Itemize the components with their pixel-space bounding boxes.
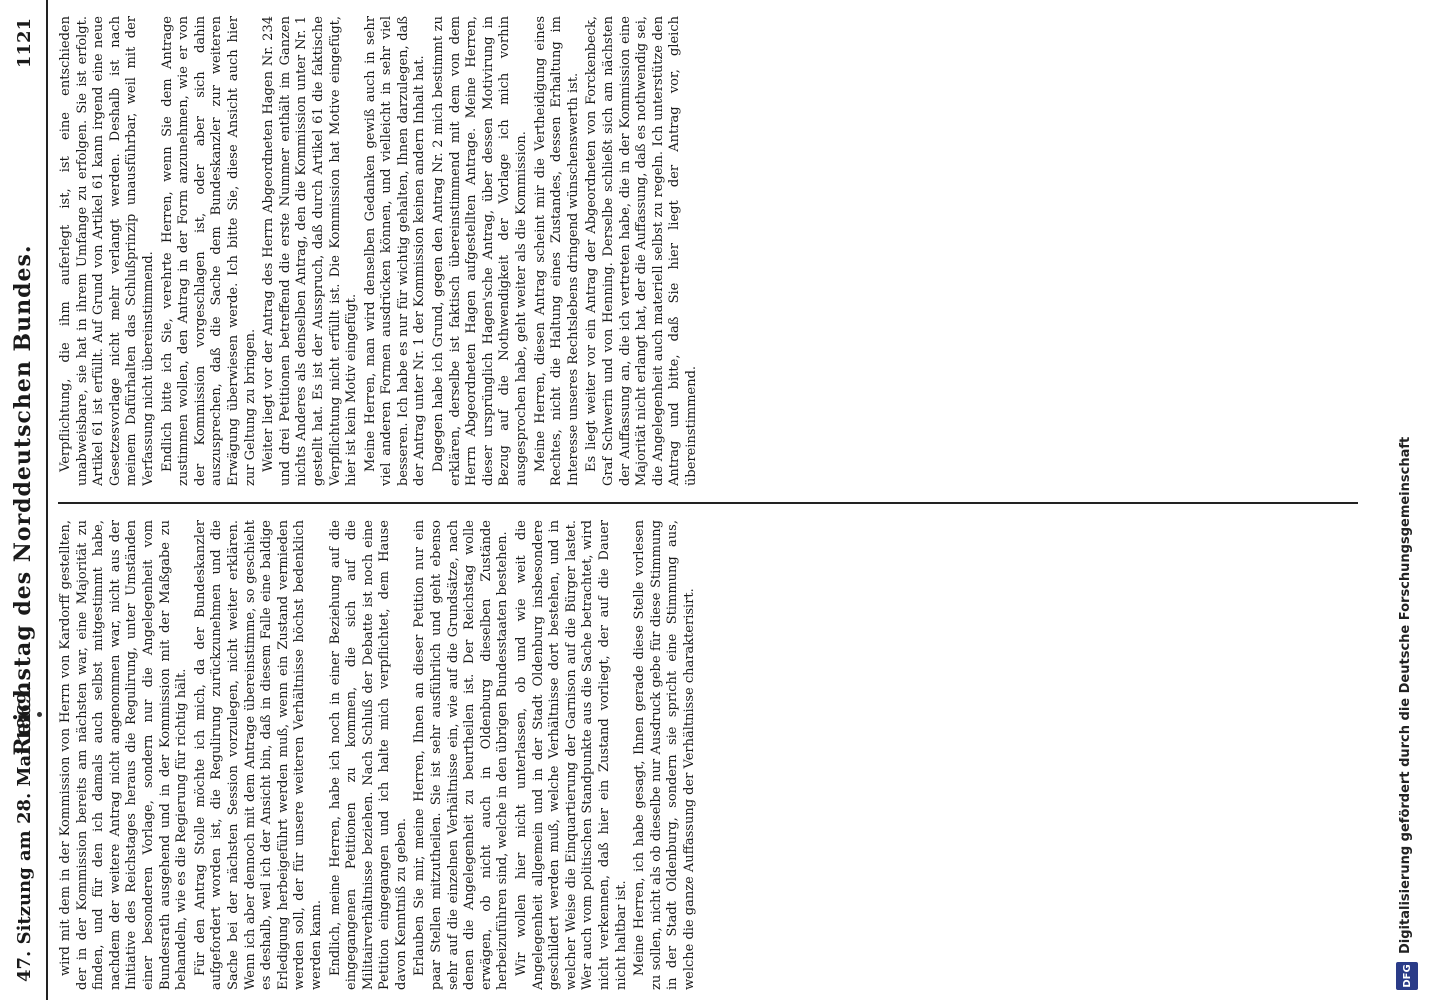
paragraph: Verpflichtung, die ihm auferlegt ist, ist eine entschieden unabweisbare, sie hat in ihrem Umfange zu erfolgen. Sie ist erfolgt. Artikel 61 ist erfüllt. Auf Grund von Artikel 61 kann irgend eine neue Gesetzesvorlage nicht mehr verlangt werden. Deshalb ist nach meinem Dafürhalten das Schlußprinzip unausführbar, weil mit der Verfassung nicht übereinstimmend. — [58, 16, 156, 486]
paragraph: Endlich bitte ich Sie, verehrte Herren, wenn Sie dem Antrage zustimmen wollen, den Antrag in der Form anzunehmen, wie er von der Kommission vorgeschlagen ist, oder aber sich dahin auszusprechen, daß die Sache dem Bundeskanzler zur weiteren Erwägung überwiesen werde. Ich bitte Sie, diese Ansicht auch hier zur Geltung zu bringen. — [159, 16, 258, 486]
page-title: Reichstag des Norddeutschen Bundes. — [10, 244, 36, 756]
paragraph: Für den Antrag Stolle möchte ich mich, da der Bundeskanzler aufgefordert worden ist, die Regulirung zurückzunehmen und die Sache bei der nächsten Session vorzulegen, nicht weiter erklären. Wenn ich aber dennoch mit dem Antrage übereinstimme, so geschieht es deshalb, weil ich der Ansicht bin, daß in diesem Falle eine baldige Erledigung herbeigeführt werden muß, wenn ein Zustand vermieden werden soll, der für unsere weiteren Verhältnisse höchst bedenklich werden kann. — [192, 520, 324, 990]
text-column-right — [58, 16, 1358, 486]
paragraph: Wir wollen hier nicht unterlassen, ob und wie weit die Angelegenheit allgemein und in der Stadt Oldenburg insbesondere geschildert werden muß, welche Verhältnisse dort bestehen, und in welcher Weise die Einquartierung der Garnison auf die Bürger lastet. Wer auch vom politischen Standpunkte aus die Sache betrachtet, wird nicht verkennen, daß hier ein Zustand vorliegt, der auf die Dauer nicht haltbar ist. — [514, 520, 629, 990]
paragraph: Erlauben Sie mir, meine Herren, Ihnen an dieser Petition nur ein paar Stellen mitzutheilen. Sie ist sehr ausführlich und geht ebenso sehr auf die einzelnen Verhältnisse ein, wie auf die Grundsätze, nach denen die Angelegenheit zu beurtheilen ist. Der Reichstag wolle erwägen, ob nicht auch in Oldenburg dieselben Zustände herbeizuführen sind, welche in den übrigen Bundesstaaten bestehen. — [412, 520, 511, 990]
paragraph: Endlich, meine Herren, habe ich noch in einer Beziehung auf die eingegangenen Petitionen zu kommen, die sich auf die Militairverhältnisse beziehen. Nach Schluß der Debatte ist noch eine Petition eingegangen und ich halte mich verpflichtet, dem Hause davon Kenntniß zu geben. — [327, 520, 409, 990]
paragraph: wird mit dem in der Kommission von Herrn von Kardorff gestellten, der in der Kommission bereits am nächsten war, eine Majorität zu finden, und für den ich damals auch selbst mitgestimmt habe, nachdem der weitere Antrag nicht angenommen war, nicht aus der Initiative des Reichstages heraus die Regulirung, unter Umständen einer besonderen Vorlage, sondern nur die Angelegenheit vom Bundesrath ausgehend und in der Kommission mit der Maßgabe zu behandeln, wie es die Regierung für richtig hält. — [58, 520, 190, 990]
session-heading: 47. Sitzung am 28. Mai 1869. — [14, 685, 35, 982]
text-column-left — [58, 520, 1358, 990]
paragraph: Meine Herren, diesen Antrag scheint mir die Vertheidigung eines Rechtes, nicht die Haltung eines Zustandes, dessen Erhaltung im Interesse unseres Rechtslebens dringend wünschenswerth ist. — [532, 16, 581, 486]
paragraph: Es liegt weiter vor ein Antrag der Abgeordneten von Forckenbeck, Graf Schwerin und von Henning. Derselbe schließt sich am nächsten der Auffassung an, die ich vertreten habe, die in der Kommission eine Majorität nicht erlangt hat, der die Auffassung, daß es nothwendig sei, die Angelegenheit auch materiell selbst zu regeln. Ich unterstütze den Antrag und bitte, daß Sie hier liegt der Antrag vor, gleich übereinstimmend. — [584, 16, 699, 486]
dfg-logo-icon: DFG — [1396, 962, 1418, 990]
column-divider — [58, 502, 1358, 504]
scan-speck — [37, 712, 42, 717]
paragraph: Meine Herren, man wird denselben Gedanken gewiß auch in sehr viel anderen Formen ausdrücken können, und vielleicht in sehr viel besseren. Ich habe es nur für wichtig gehalten, Ihnen darzulegen, daß der Antrag unter Nr. 1 der Kommission keinen andern Inhalt hat. — [362, 16, 428, 486]
digitization-footer — [1392, 0, 1424, 1000]
paragraph: Weiter liegt vor der Antrag des Herrn Abgeordneten Hagen Nr. 234 und drei Petitionen betreffend die erste Nummer enthält im Ganzen nichts Anderes als denselben Antrag, den die Kommission unter Nr. 1 gestellt hat. Es ist der Ausspruch, daß durch Artikel 61 die faktische Verpflichtung nicht erfüllt ist. Die Kommission hat Motive eingefügt, hier ist kein Motiv eingefügt. — [261, 16, 360, 486]
footer-credit: Digitalisierung gefördert durch die Deutsche Forschungsgemeinschaft — [1398, 436, 1413, 954]
paragraph: Dagegen habe ich Grund, gegen den Antrag Nr. 2 mich bestimmt zu erklären, derselbe ist faktisch übereinstimmend mit dem von dem Herrn Abgeordneten Hagen aufgestellten Antrage. Meine Herren, dieser ursprünglich Hagen'sche Antrag, über dessen Motivirung in Bezug auf die Nothwendigkeit der Vorlage ich mich vorhin ausgesprochen habe, geht weiter als die Kommission. — [431, 16, 530, 486]
paragraph: Meine Herren, ich habe gesagt, Ihnen gerade diese Stelle vorlesen zu sollen, nicht als ob dieselbe nur Ausdruck gebe für diese Stimmung in der Stadt Oldenburg, sondern sie spricht eine Stimmung aus, welche die ganze Auffassung der Verhältnisse charakterisirt. — [632, 520, 697, 990]
page-number: 1121 — [14, 18, 35, 69]
page-header — [0, 0, 48, 1000]
